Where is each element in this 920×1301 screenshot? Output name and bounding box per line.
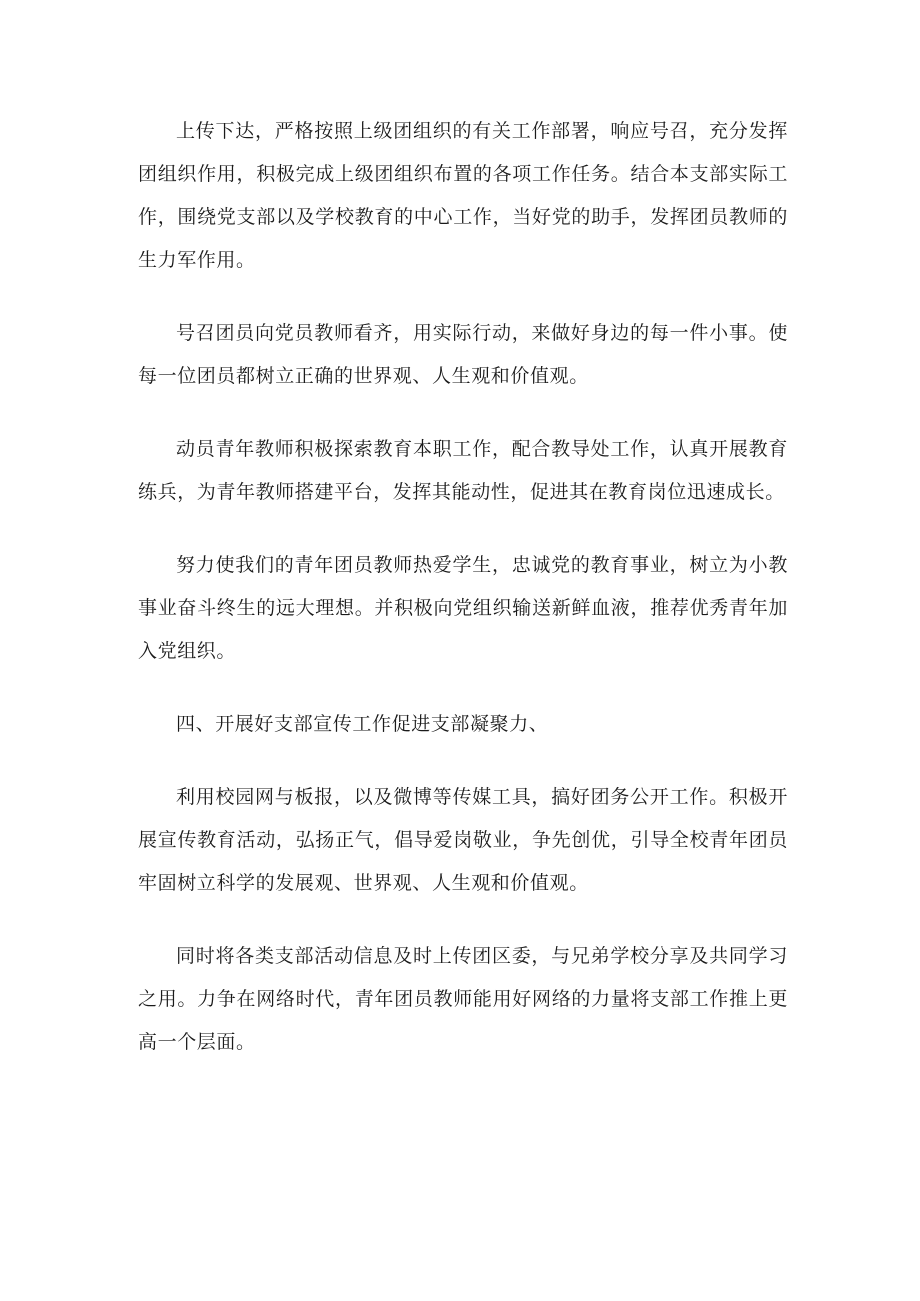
paragraph-love-students: 努力使我们的青年团员教师热爱学生，忠诚党的教育事业，树立为小教事业奋斗终生的远大理想。并积极向党组织输送新鲜血液，推荐优秀青年加入党组织。 [138, 554, 788, 662]
section-heading-publicity: 四、开展好支部宣传工作促进支部凝聚力、 [176, 713, 549, 735]
document-body [138, 110, 788, 1064]
paragraph-campus-media: 利用校园网与板报，以及微博等传媒工具，搞好团务公开工作。积极开展宣传教育活动，弘扬正气，倡导爱岗敬业，争先创优，引导全校青年团员牢固树立科学的发展观、世界观、人生观和价值观。 [138, 786, 788, 894]
paragraph-young-teachers-training: 动员青年教师积极探索教育本职工作，配合教导处工作，认真开展教育练兵，为青年教师搭建平台，发挥其能动性，促进其在教育岗位迅速成长。 [138, 438, 788, 503]
paragraph-follow-party-members: 号召团员向党员教师看齐，用实际行动，来做好身边的每一件小事。使每一位团员都树立正确的世界观、人生观和价值观。 [138, 322, 788, 387]
paragraph-relay-tasks: 上传下达，严格按照上级团组织的有关工作部署，响应号召，充分发挥团组织作用，积极完成上级团组织布置的各项工作任务。结合本支部实际工作，围绕党支部以及学校教育的中心工作，当好党的助手，发挥团员教师的生力军作用。 [138, 120, 788, 271]
paragraph-share-information: 同时将各类支部活动信息及时上传团区委，与兄弟学校分享及共同学习之用。力争在网络时代，青年团员教师能用好网络的力量将支部工作推上更高一个层面。 [138, 945, 788, 1053]
